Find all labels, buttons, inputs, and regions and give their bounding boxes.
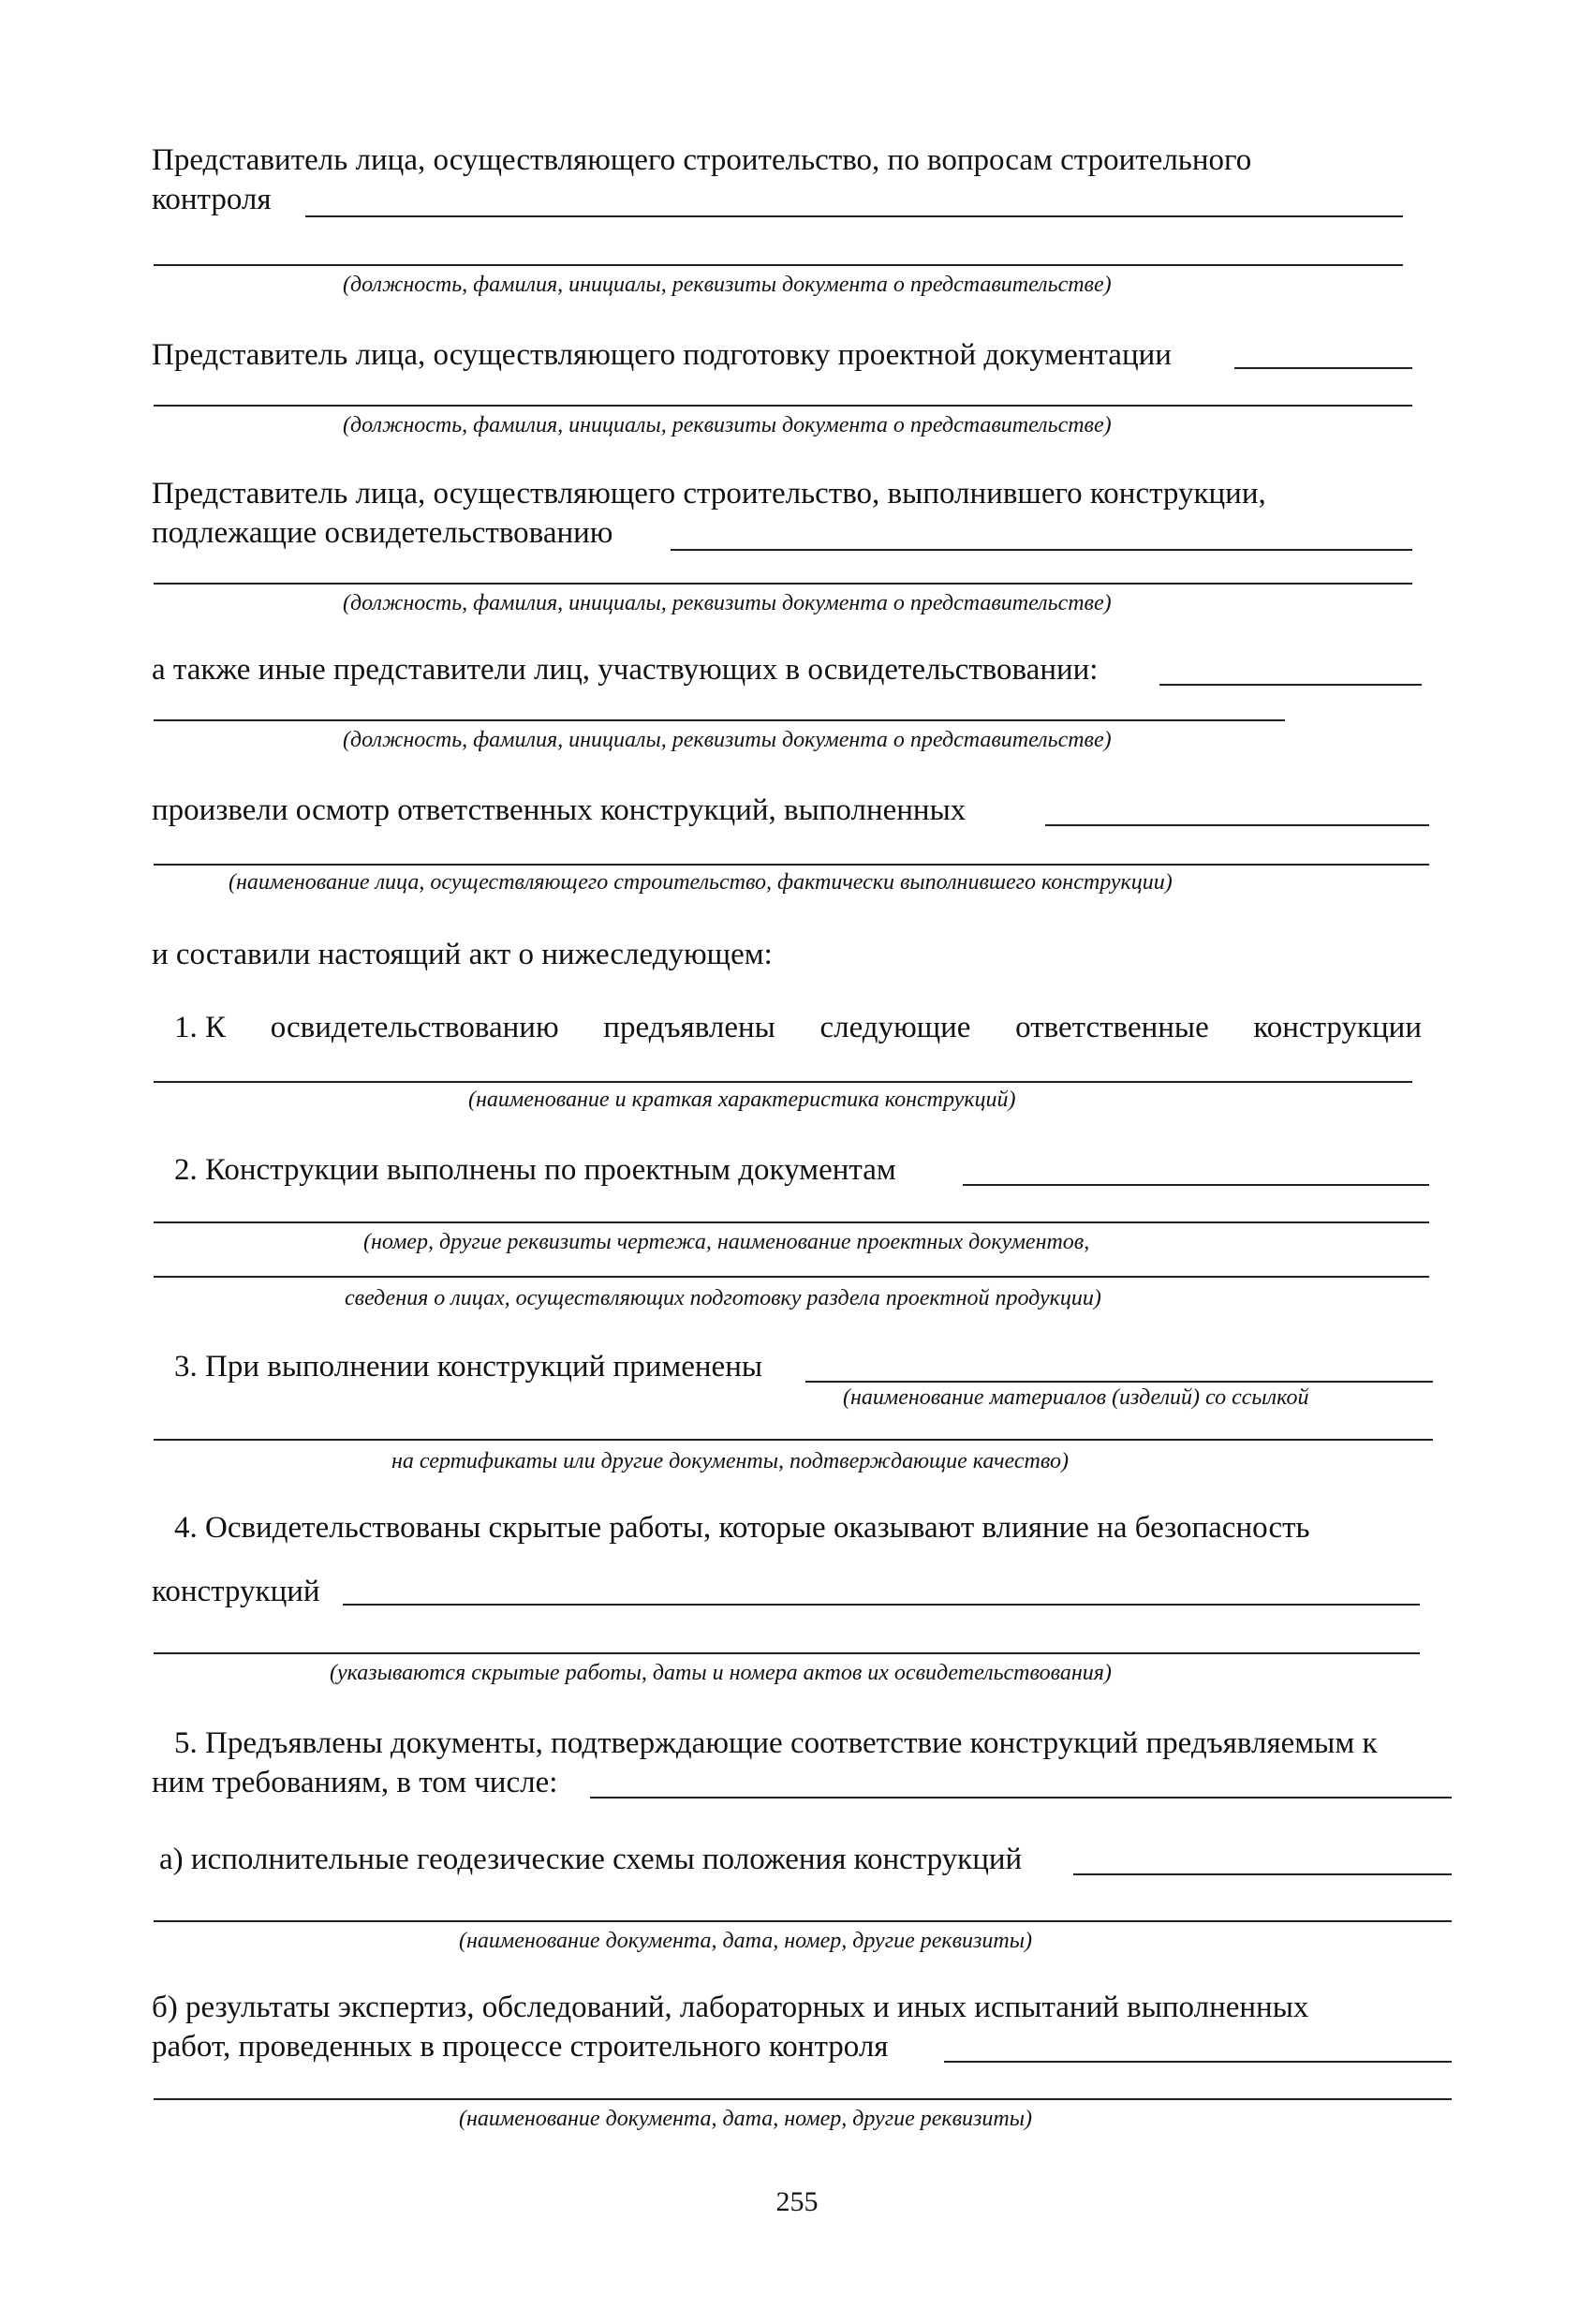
- item3-field-2[interactable]: [154, 1439, 1433, 1441]
- item1-line: [174, 1010, 1422, 1045]
- others-field-2[interactable]: [154, 719, 1285, 721]
- item5-line2: ним требованиям, в том числе:: [152, 1766, 558, 1799]
- rep-design-caption: (должность, фамилия, инициалы, реквизиты документа о представительстве): [343, 413, 1112, 437]
- item5-field[interactable]: [590, 1797, 1452, 1799]
- item4-field-2[interactable]: [154, 1652, 1420, 1654]
- rep-design-label: Представитель лица, осуществляющего подготовку проектной документации: [152, 338, 1172, 372]
- item5b-line1: б) результаты экспертиз, обследований, лабораторных и иных испытаний выполненных: [152, 1991, 1309, 2024]
- item5a-field[interactable]: [1073, 1873, 1452, 1875]
- item1-word-4: следующие: [819, 1011, 971, 1044]
- item5b-caption: (наименование документа, дата, номер, другие реквизиты): [459, 2107, 1032, 2131]
- rep-performer-line2: подлежащие освидетельствованию: [152, 516, 613, 550]
- rep-construction-control-field[interactable]: [305, 215, 1403, 217]
- item2-field-2[interactable]: [154, 1221, 1429, 1223]
- inspection-caption: (наименование лица, осуществляющего строительство, фактически выполнившего конструкции): [229, 870, 1173, 895]
- others-label: а также иные представители лиц, участвующих в освидетельствовании:: [152, 653, 1099, 687]
- inspection-field[interactable]: [1045, 824, 1429, 826]
- item1-word-6: конструкции: [1253, 1011, 1422, 1044]
- item5-line1: 5. Предъявлены документы, подтверждающие соответствие конструкций предъявляемым к: [174, 1726, 1378, 1760]
- item5b-line2: работ, проведенных в процессе строительного контроля: [152, 2030, 889, 2064]
- item3-caption-2: на сертификаты или другие документы, подтверждающие качество): [391, 1449, 1069, 1473]
- item1-word-5: ответственные: [1015, 1011, 1209, 1044]
- item5a-label: а) исполнительные геодезические схемы положения конструкций: [159, 1843, 1023, 1876]
- others-field[interactable]: [1159, 684, 1422, 686]
- item2-caption-2: сведения о лицах, осуществляющих подготовку раздела проектной продукции): [345, 1286, 1101, 1310]
- item1-caption: (наименование и краткая характеристика конструкций): [468, 1088, 1016, 1112]
- item5a-field-2[interactable]: [154, 1920, 1452, 1922]
- inspection-label: произвели осмотр ответственных конструкций, выполненных: [152, 793, 967, 827]
- rep-construction-control-caption: (должность, фамилия, инициалы, реквизиты документа о представительстве): [343, 273, 1112, 297]
- rep-construction-control-line2: контроля: [152, 183, 272, 216]
- item2-field[interactable]: [963, 1184, 1429, 1186]
- item4-caption: (указываются скрытые работы, даты и номера актов их освидетельствования): [330, 1661, 1112, 1685]
- item1-word-3: предъявлены: [603, 1011, 775, 1044]
- item1-field[interactable]: [154, 1081, 1412, 1083]
- item1-word-1: 1. К: [174, 1011, 227, 1044]
- item5a-caption: (наименование документа, дата, номер, другие реквизиты): [459, 1929, 1032, 1953]
- item3-label: 3. При выполнении конструкций применены: [174, 1350, 763, 1384]
- item2-field-3[interactable]: [154, 1276, 1429, 1278]
- others-caption: (должность, фамилия, инициалы, реквизиты документа о представительстве): [343, 728, 1112, 752]
- item1-word-2: освидетельствованию: [270, 1011, 559, 1044]
- rep-performer-line1: Представитель лица, осуществляющего строительство, выполнившего конструкции,: [152, 477, 1266, 511]
- item2-caption-1: (номер, другие реквизиты чертежа, наименование проектных документов,: [363, 1230, 1090, 1254]
- rep-performer-field-2[interactable]: [154, 583, 1412, 585]
- item4-line2: конструкций: [152, 1575, 320, 1608]
- item3-field[interactable]: [805, 1381, 1433, 1383]
- item4-field[interactable]: [343, 1604, 1420, 1606]
- page-number: 255: [775, 2186, 819, 2217]
- rep-design-field-2[interactable]: [154, 405, 1412, 407]
- item3-caption-1: (наименование материалов (изделий) со ссылкой: [843, 1385, 1309, 1410]
- item2-label: 2. Конструкции выполнены по проектным документам: [174, 1153, 896, 1187]
- item5b-field-2[interactable]: [154, 2098, 1452, 2100]
- rep-performer-field[interactable]: [671, 549, 1412, 551]
- act-intro: и составили настоящий акт о нижеследующем:: [152, 938, 773, 971]
- rep-construction-control-line1: Представитель лица, осуществляющего строительство, по вопросам строительного: [152, 143, 1252, 177]
- rep-design-field[interactable]: [1234, 367, 1412, 369]
- item4-line1: 4. Освидетельствованы скрытые работы, которые оказывают влияние на безопасность: [174, 1511, 1310, 1545]
- inspection-field-2[interactable]: [154, 864, 1429, 866]
- item5b-field[interactable]: [944, 2061, 1452, 2063]
- rep-performer-caption: (должность, фамилия, инициалы, реквизиты документа о представительстве): [343, 591, 1112, 615]
- rep-construction-control-field-2[interactable]: [154, 264, 1403, 266]
